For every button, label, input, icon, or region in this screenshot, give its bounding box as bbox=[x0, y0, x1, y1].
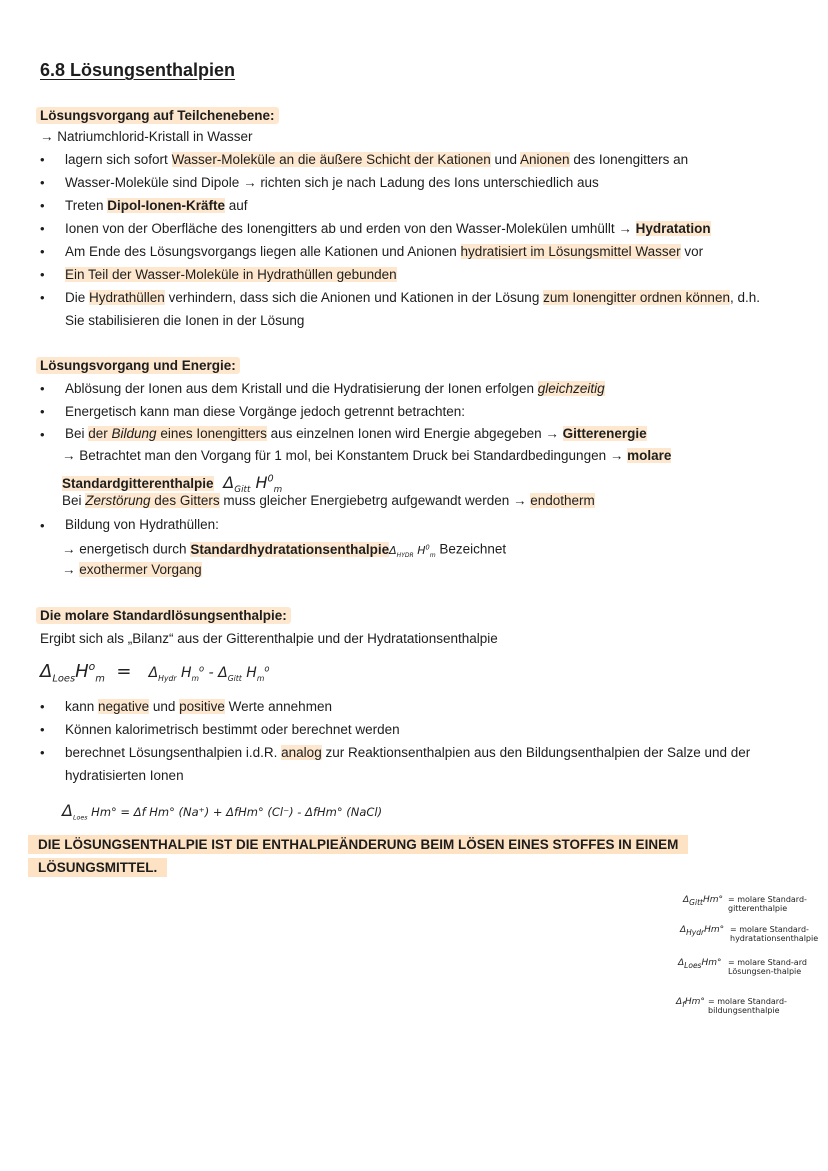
list-item: berechnet Lösungsenthalpien i.d.R. analog zur Reaktionsenthalpien aus den Bildungsenthalpien der Salze und der bbox=[65, 745, 751, 760]
list-item: Ein Teil der Wasser-Moleküle in Hydrathüllen gebunden bbox=[65, 267, 397, 282]
definition-callout: DIE LÖSUNGSENTHALPIE IST DIE ENTHALPIEÄNDERUNG BEIM LÖSEN EINES STOFFES IN EINEM LÖSUNGSMITTEL. bbox=[28, 833, 703, 879]
legend-item: $\Delta_{Gitt}Hm^\circ$ = molare Standard-gitterenthalpie bbox=[683, 895, 807, 913]
intro-text: Ergibt sich als „Bilanz“ aus der Gitterenthalpie und der Hydratationsenthalpie bbox=[40, 631, 498, 646]
list-item: Die Hydrathüllen verhindern, dass sich die Anionen und Kationen in der Lösung zum Ionengitter ordnen können, d.h. bbox=[65, 290, 760, 305]
list-item: Bildung von Hydrathüllen: bbox=[65, 517, 219, 532]
list-item-continuation: Bei Zerstörung des Gitters muss gleicher Energiebetrg aufgewandt werden → endotherm bbox=[62, 493, 595, 508]
list-item: Wasser-Moleküle sind Dipole → richten sich je nach Ladung des Ions unterschiedlich aus bbox=[65, 175, 599, 190]
list-item-continuation: → Betrachtet man den Vorgang für 1 mol, bei Konstantem Druck bei Standardbedingungen → molare bbox=[62, 448, 672, 463]
bullet-icon: • bbox=[40, 198, 45, 213]
bullet-icon: • bbox=[40, 221, 45, 236]
list-item-continuation: → exothermer Vorgang bbox=[62, 562, 202, 577]
section-heading-teilchenebene: Lösungsvorgang auf Teilchenebene: bbox=[36, 107, 279, 124]
legend-item: $\Delta_fHm^\circ$ = molare Standard-bildungsenthalpie bbox=[676, 997, 787, 1015]
bullet-icon: • bbox=[40, 267, 45, 282]
bullet-icon: • bbox=[40, 699, 45, 714]
list-item: Ionen von der Oberfläche des Ionengitters ab und erden von den Wasser-Molekülen umhüllt → Hydratation bbox=[65, 221, 711, 236]
list-item: Am Ende des Lösungsvorgangs liegen alle Kationen und Anionen hydratisiert im Lösungsmittel Wasser vor bbox=[65, 244, 704, 259]
hydratationsenthalpie-formula: $\Delta_{HYDR}$ $H^0_m$ bbox=[389, 543, 436, 559]
section-heading-standardloesungsenthalpie: Die molare Standardlösungsenthalpie: bbox=[36, 607, 291, 624]
bullet-icon: • bbox=[40, 722, 45, 737]
list-item-continuation: → energetisch durch StandardhydratationsenthalpieΔ$_{HYDR}$ $H^0_m$ Bezeichnet bbox=[62, 541, 507, 559]
bullet-icon: • bbox=[40, 745, 45, 760]
arrow-line: → Natriumchlorid-Kristall in Wasser bbox=[40, 129, 253, 144]
list-item: Energetisch kann man diese Vorgänge jedoch getrennt betrachten: bbox=[65, 404, 466, 419]
list-item: Treten Dipol-Ionen-Kräfte auf bbox=[65, 198, 248, 213]
list-item-continuation: hydratisierten Ionen bbox=[65, 768, 184, 783]
bullet-icon: • bbox=[40, 518, 45, 533]
list-item-continuation: Sie stabilisieren die Ionen in der Lösung bbox=[65, 313, 305, 328]
bullet-icon: • bbox=[40, 175, 45, 190]
bullet-icon: • bbox=[40, 290, 45, 305]
list-item: kann negative und positive Werte annehmen bbox=[65, 699, 332, 714]
legend-item: $\Delta_{Loes}Hm^\circ$ = molare Stand-ard Lösungsen-thalpie bbox=[678, 958, 807, 976]
list-item: Ablösung der Ionen aus dem Kristall und die Hydratisierung der Ionen erfolgen gleichzeitig bbox=[65, 381, 605, 396]
bullet-icon: • bbox=[40, 381, 45, 396]
gitterenthalpie-formula: $\Delta_{Gitt}$ $H^0_m$ bbox=[223, 473, 283, 496]
list-item: Bei der Bildung eines Ionengitters aus einzelnen Ionen wird Energie abgegeben → Gitterenergie bbox=[65, 426, 647, 441]
bullet-icon: • bbox=[40, 404, 45, 419]
bildungsenthalpie-formula: $\Delta_{Loes}$ Hm° = Δf Hm° (Na⁺) + ΔfHm° (Cl⁻) - ΔfHm° (NaCl) bbox=[62, 801, 383, 822]
loesungsenthalpie-formula: $\Delta_{Loes}H^o_m$ = $\Delta_{Hydr}$ $H_m^o - \Delta_{Gitt}$ $H_m^o$ bbox=[40, 660, 270, 685]
legend-item: $\Delta_{Hydr}Hm^\circ$ = molare Standard-hydratationsenthalpie bbox=[680, 925, 819, 943]
list-item: Können kalorimetrisch bestimmt oder berechnet werden bbox=[65, 722, 400, 737]
bullet-icon: • bbox=[40, 244, 45, 259]
section-heading-energie: Lösungsvorgang und Energie: bbox=[36, 357, 240, 374]
list-item-continuation: Standardgitterenthalpie $\Delta_{Gitt}$ $H^0_m$ bbox=[62, 473, 283, 496]
bullet-icon: • bbox=[40, 152, 45, 167]
bullet-icon: • bbox=[40, 427, 45, 442]
page-title: 6.8 Lösungsenthalpien bbox=[40, 60, 236, 80]
list-item: lagern sich sofort Wasser-Moleküle an die äußere Schicht der Kationen und Anionen des Ionengitters an bbox=[65, 152, 689, 167]
